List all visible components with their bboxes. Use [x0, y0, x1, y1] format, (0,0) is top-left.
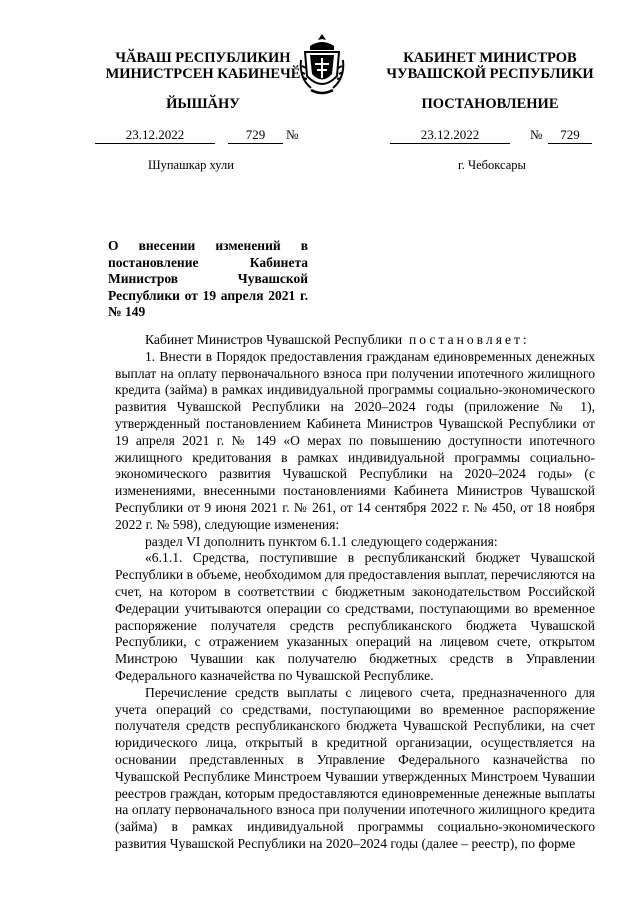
left-date: 23.12.2022	[125, 127, 185, 142]
right-number-underline	[548, 143, 592, 144]
intro-lead: Кабинет Министров Чувашской Республики	[145, 332, 403, 347]
right-doc-type: ПОСТАНОВЛЕНИЕ	[421, 96, 559, 112]
body-paragraph-2: раздел VI дополнить пунктом 6.1.1 следующего содержания:	[145, 533, 498, 549]
left-header-title-line-1: ЧӐВАШ РЕСПУБЛИКИН	[115, 50, 291, 66]
left-header-title	[88, 50, 318, 82]
left-number-underline	[228, 143, 283, 144]
left-doc-type: ЙЫШӐНУ	[166, 96, 240, 112]
body-paragraph-4: Перечисление средств выплаты с лицевого счета, предназначенного для учета операций со средствами, поступающими во временное распоряжение получателя средств республиканского бюджета Чувашской Республики, на счет юридического лица, открытый в кредитной организации, осуществляется на основании представленных в Управление Федерального казначейства по Чувашской Республике Минстроем Чувашии утвержденных Минстроем Чувашии реестров граждан, которым предоставляются единовременные денежные выплаты на оплату первоначального взноса при получении ипотечного жилищного кредита (займа) в рамках индивидуальной программы социально-экономического развития Чувашской Республики на 2020–2024 годы (далее – реестр), по форме	[115, 684, 595, 851]
right-number-sign: №	[530, 127, 543, 142]
right-number: 729	[560, 127, 580, 142]
body-paragraph-1: 1. Внести в Порядок предоставления гражданам единовременных денежных выплат на оплату первоначального взноса при получении ипотечного жилищного кредита (займа) в рамках индивидуальной программы социально-экономического развития Чувашской Республики на 2020–2024 годы (приложение № 1), утвержденный постановлением Кабинета Министров Чувашской Республики от 19 апреля 2021 г. № 149 «О мерах по повышению доступности ипотечного жилищного кредитования в рамках индивидуальной программы социально-экономического развития Чувашской Республики на 2020–2024 годы» (с изменениями, внесенными постановлениями Кабинета Министров Чувашской Республики от 9 июня 2021 г. № 261, от 14 сентября 2022 г. № 450, от 18 ноября 2022 г. № 598), следующие изменения:	[115, 348, 595, 532]
right-place: г. Чебоксары	[458, 158, 526, 172]
chuvash-coat-of-arms-icon	[297, 30, 347, 100]
left-place: Шупашкар хули	[148, 158, 234, 172]
right-header-title-line-2: ЧУВАШСКОЙ РЕСПУБЛИКИ	[386, 66, 594, 82]
intro-verb: постановляет:	[409, 332, 530, 347]
document-body	[115, 332, 595, 853]
intro-paragraph	[115, 332, 595, 349]
left-number-sign: №	[286, 127, 299, 142]
right-header-title-line-1: КАБИНЕТ МИНИСТРОВ	[403, 50, 577, 66]
body-paragraph-3: «6.1.1. Средства, поступившие в республиканский бюджет Чувашской Республики в объеме, необходимом для предоставления выплат, перечисляются на счет, на котором в соответствии с бюджетным законодательством Российской Федерации учитываются операции со средствами, поступающими во временное распоряжение получателя средств республиканского бюджета Чувашской Республики, с отражением указанных операций на лицевом счете, открытом Минстрою Чувашии как получателю бюджетных средств в Управлении Федерального казначейства по Чувашской Республике.	[115, 550, 595, 683]
left-date-underline	[95, 143, 215, 144]
left-number: 729	[245, 127, 266, 142]
right-date: 23.12.2022	[420, 127, 480, 142]
right-header-title	[370, 50, 610, 82]
left-header-title-line-2: МИНИСТРСЕН КАБИНЕЧӖ	[105, 66, 301, 82]
right-date-underline	[390, 143, 510, 144]
document-subject: О внесении изменений в постановление Кабинета Министров Чувашской Республики от 19 апреля 2021 г. № 149	[108, 238, 308, 319]
